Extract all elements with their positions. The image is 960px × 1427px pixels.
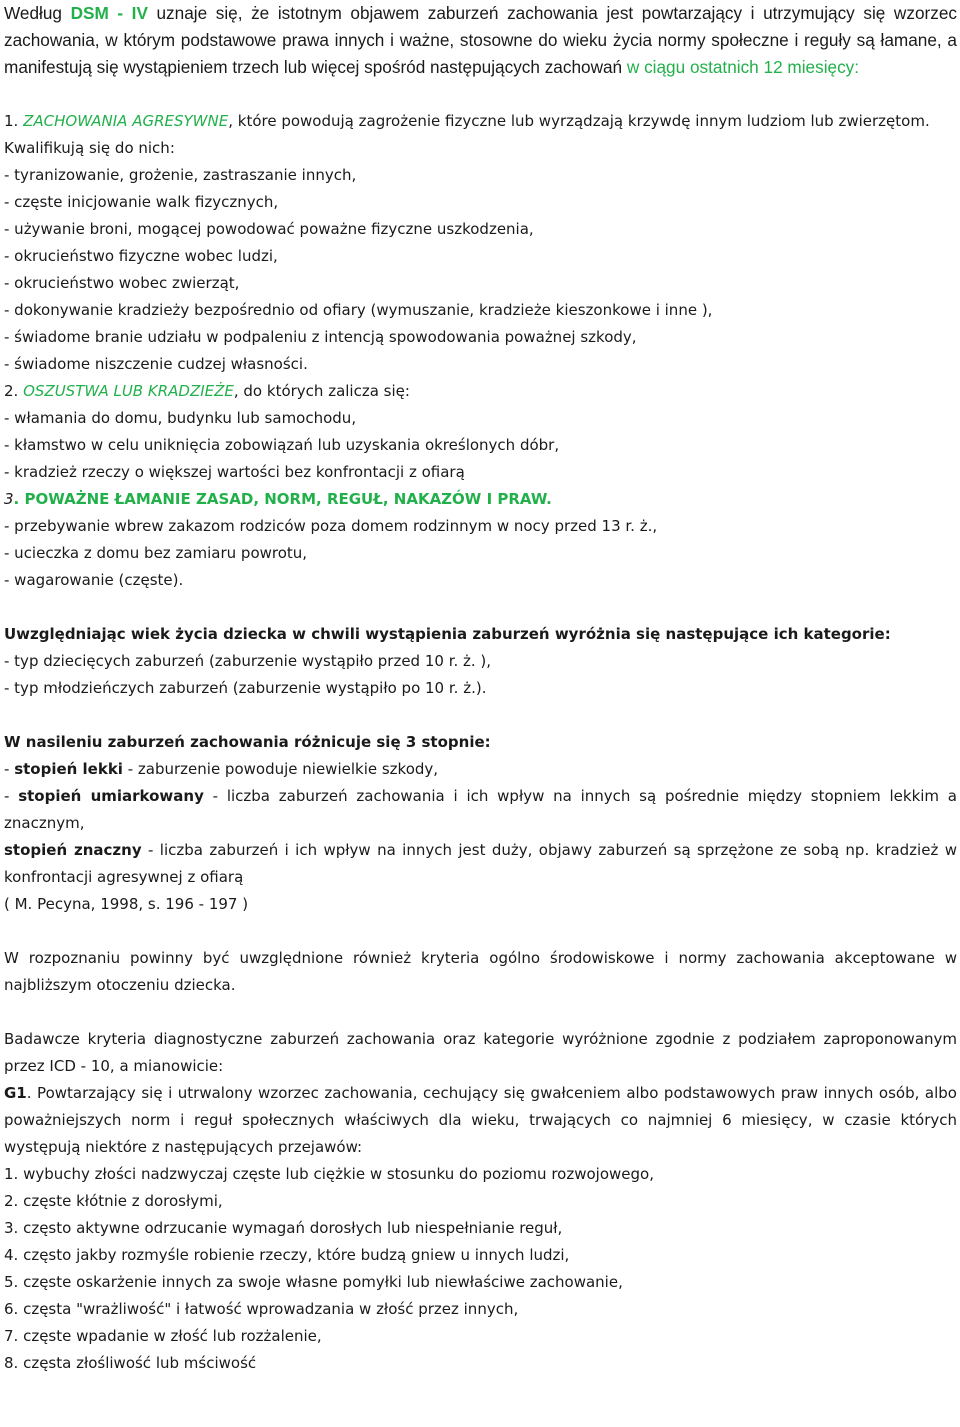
list-item: - dokonywanie kradzieży bezpośrednio od ofiary (wymuszanie, kradzieże kieszonkowe i inne ), <box>4 301 713 319</box>
intro-text: uznaje się, że istotnym objawem zaburzeń zachowania jest powtarzający i utrzymujący się wzorzec zachowania, w którym podstawowe prawa innych i ważne, stosowne do wieku życia normy społeczne i reguły są łamane, a manifestują się wystąpieniem trzech lub więcej spośród następujących zachowań <box>4 3 957 77</box>
icd-g1 <box>4 1080 957 1161</box>
diagnosis-paragraph: W rozpoznaniu powinny być uwzględnione również kryteria ogólno środowiskowe i normy zachowania akceptowane w najbliższym otoczeniu dziecka. <box>4 949 957 994</box>
spacer <box>4 918 957 945</box>
list-item: - kradzież rzeczy o większej wartości bez konfrontacji z ofiarą <box>4 463 465 481</box>
list-item: 3. często aktywne odrzucanie wymagań dorosłych lub niespełnianie reguł, <box>4 1219 563 1237</box>
list-item: - świadome niszczenie cudzej własności. <box>4 355 308 373</box>
category-1-title: ZACHOWANIA AGRESYWNE <box>23 112 229 130</box>
severity-mild-dash: - <box>4 760 15 778</box>
category-2-heading <box>4 378 957 405</box>
category-1-number: 1. <box>4 112 24 130</box>
list-item: - tyranizowanie, grożenie, zastraszanie innych, <box>4 166 357 184</box>
severity-severe-label: stopień znaczny <box>4 841 142 859</box>
intro-prefix: Według <box>4 3 71 23</box>
category-2-number: 2. <box>4 382 24 400</box>
citation: ( M. Pecyna, 1998, s. 196 - 197 ) <box>4 895 249 913</box>
criteria-section <box>4 108 957 1377</box>
list-item: - częste inicjowanie walk fizycznych, <box>4 193 279 211</box>
spacer <box>4 702 957 729</box>
list-item: 1. wybuchy złości nadzwyczaj częste lub ciężkie w stosunku do poziomu rozwojowego, <box>4 1165 654 1183</box>
list-item: 2. częste kłótnie z dorosłymi, <box>4 1192 223 1210</box>
list-item: - typ młodzieńczych zaburzeń (zaburzenie wystąpiło po 10 r. ż.). <box>4 679 487 697</box>
list-item: - wagarowanie (częste). <box>4 571 184 589</box>
list-item: 7. częste wpadanie w złość lub rozżalenie, <box>4 1327 322 1345</box>
severity-severe <box>4 837 957 891</box>
spacer <box>4 999 957 1026</box>
severity-severe-text: - liczba zaburzeń i ich wpływ na innych jest duży, objawy zaburzeń są sprzężone ze sobą np. kradzież w konfrontacji agresywnej z ofiarą <box>4 841 957 886</box>
category-3-heading <box>4 486 957 513</box>
list-item: - ucieczka z domu bez zamiaru powrotu, <box>4 544 308 562</box>
icd-g1-label: G1 <box>4 1084 27 1102</box>
list-item: - kłamstwo w celu uniknięcia zobowiązań lub uzyskania określonych dóbr, <box>4 436 560 454</box>
list-item: - okrucieństwo fizyczne wobec ludzi, <box>4 247 278 265</box>
list-item: 8. częsta złośliwość lub mściwość <box>4 1354 257 1372</box>
category-2-text: , do których zalicza się: <box>233 382 410 400</box>
severity-heading-text: W nasileniu zaburzeń zachowania różnicuje się 3 stopnie: <box>4 733 491 751</box>
category-3-number: 3 <box>4 490 14 508</box>
icd-intro: Badawcze kryteria diagnostyczne zaburzeń zachowania oraz kategorie wyróżnione zgodnie z podziałem zaproponowanym przez ICD - 10, a mianowicie: <box>4 1030 957 1075</box>
severity-mild-label: stopień lekki <box>14 760 123 778</box>
category-1-heading <box>4 108 957 135</box>
severity-moderate-dash: - <box>4 787 19 805</box>
category-2-title: OSZUSTWA LUB KRADZIEŻE <box>23 382 234 400</box>
severity-mild <box>4 756 957 783</box>
list-item: - okrucieństwo wobec zwierząt, <box>4 274 240 292</box>
list-item: 5. częste oskarżenie innych za swoje własne pomyłki lub niewłaściwe zachowanie, <box>4 1273 623 1291</box>
list-item: - świadome branie udziału w podpaleniu z intencją spowodowania poważnej szkody, <box>4 328 637 346</box>
icd-g1-text: . Powtarzający się i utrwalony wzorzec zachowania, cechujący się gwałceniem albo podstawowych praw innych osób, albo poważniejszych norm i reguł społecznych właściwych dla wieku, trwających co najmniej 6 miesięcy, w czasie których występują niektóre z następujących przejawów: <box>4 1084 957 1156</box>
list-item: - włamania do domu, budynku lub samochodu, <box>4 409 357 427</box>
spacer <box>4 594 957 621</box>
severity-mild-text: - zaburzenie powoduje niewielkie szkody, <box>122 760 439 778</box>
dsm-label: DSM - IV <box>70 3 148 23</box>
list-item: 6. częsta "wrażliwość" i łatwość wprowadzania w złość przez innych, <box>4 1300 519 1318</box>
category-1-qualify: Kwalifikują się do nich: <box>4 139 175 157</box>
list-item: - przebywanie wbrew zakazom rodziców poza domem rodzinnym w nocy przed 13 r. ż., <box>4 517 658 535</box>
severity-moderate-text: - liczba zaburzeń zachowania i ich wpływ na innych są pośrednie między stopniem lekkim a znacznym, <box>4 787 958 832</box>
category-3-title: . POWAŻNE ŁAMANIE ZASAD, NORM, REGUŁ, NAKAZÓW I PRAW. <box>13 490 552 508</box>
list-item: - używanie broni, mogącej powodować poważne fizyczne uszkodzenia, <box>4 220 534 238</box>
severity-heading <box>4 729 957 756</box>
age-heading-text: Uwzględniając wiek życia dziecka w chwili wystąpienia zaburzeń wyróżnia się następujące ich kategorie: <box>4 625 891 643</box>
list-item: - typ dziecięcych zaburzeń (zaburzenie wystąpiło przed 10 r. ż. ), <box>4 652 492 670</box>
category-1-text: , które powodują zagrożenie fizyczne lub wyrządzają krzywdę innym ludziom lub zwierzętom. <box>228 112 930 130</box>
spacer <box>4 81 957 108</box>
intro-period: w ciągu ostatnich 12 miesięcy: <box>626 57 860 77</box>
age-heading <box>4 621 957 648</box>
severity-moderate-label: stopień umiarkowany <box>18 787 204 805</box>
severity-moderate <box>4 783 957 837</box>
list-item: 4. często jakby rozmyśle robienie rzeczy, które budzą gniew u innych ludzi, <box>4 1246 570 1264</box>
intro-paragraph <box>4 0 957 81</box>
